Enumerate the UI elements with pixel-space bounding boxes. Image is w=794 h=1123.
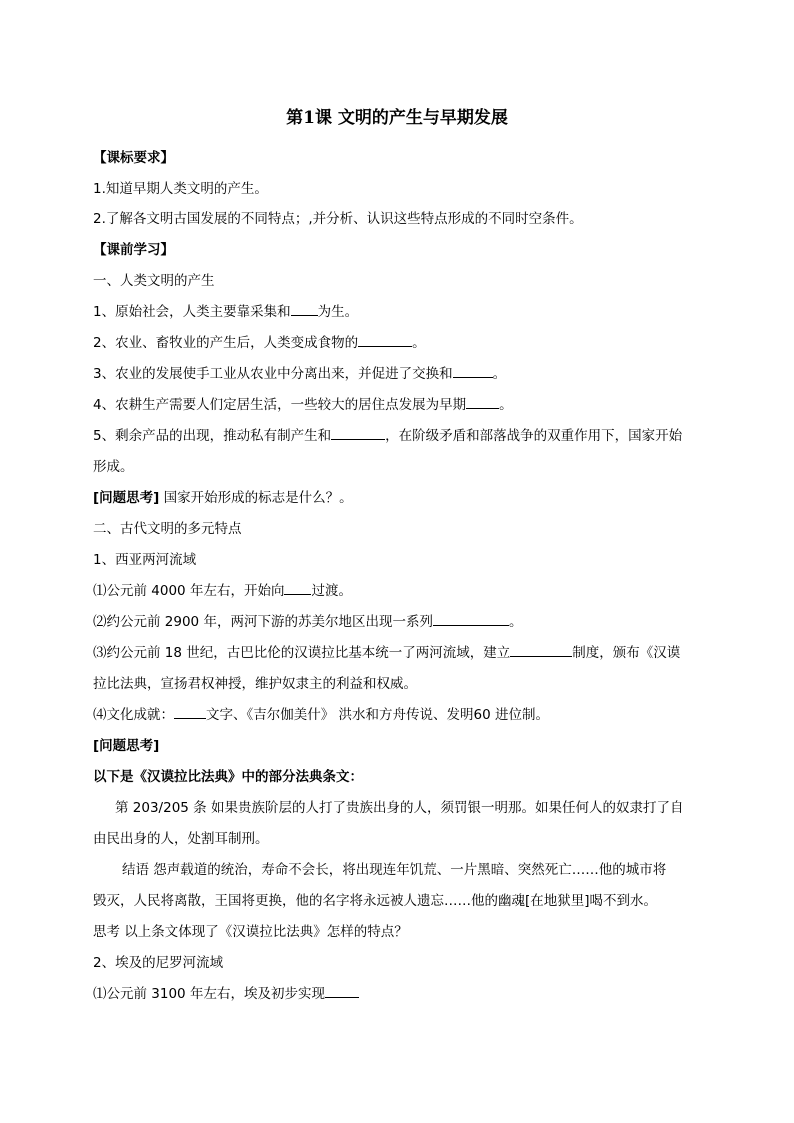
- fill-blank[interactable]: [358, 332, 412, 347]
- question-1: [93, 486, 353, 506]
- question-2-label: [问题思考]: [93, 738, 160, 754]
- fill-blank[interactable]: [510, 642, 572, 657]
- fill-blank[interactable]: [466, 394, 499, 409]
- sub1-item-3-cont: 拉比法典，宣扬君权神授，维护奴隶主的利益和权威。: [93, 676, 417, 692]
- sub2-heading: 2、埃及的尼罗河流域: [93, 955, 224, 971]
- part1-item-4: [93, 393, 513, 413]
- law-article-line-1: 第 203/205 条 如果贵族阶层的人打了贵族出身的人，须罚银一明那。如果任何人的奴隶打了自: [115, 800, 684, 816]
- part1-item-5-cont: 形成。: [93, 459, 134, 475]
- fill-blank[interactable]: [284, 580, 311, 595]
- question-label: [问题思考]: [93, 490, 160, 506]
- item-text: 3、农业的发展使手工业从农业中分离出来，并促进了交换和: [93, 366, 453, 382]
- item-text: 2、农业、畜牧业的产生后，人类变成食物的: [93, 335, 359, 351]
- question-text: 国家开始形成的标志是什么？。: [159, 490, 353, 506]
- item-text: ⑴公元前 3100 年左右，埃及初步实现: [93, 986, 325, 1002]
- kebiao-heading: 【课标要求】: [93, 150, 174, 166]
- sub1-heading: 1、西亚两河流域: [93, 552, 197, 568]
- item-text: 4、农耕生产需要人们定居生活，一些较大的居住点发展为早期: [93, 397, 467, 413]
- law-conclusion-line-2: 毁灭，人民将离散，王国将更换，他的名字将永远被人遗忘……他的幽魂[在地狱里]喝不到水。: [93, 893, 658, 909]
- fill-blank[interactable]: [174, 704, 206, 719]
- item-text: 文字、《吉尔伽美什》 洪水和方舟传说、发明60 进位制。: [206, 707, 550, 723]
- fill-blank[interactable]: [331, 425, 385, 440]
- sub1-item-1: [93, 579, 352, 599]
- fill-blank[interactable]: [433, 611, 509, 626]
- item-text: 。: [499, 397, 513, 413]
- item-text: ，在阶级矛盾和部落战争的双重作用下，国家开始: [385, 428, 683, 444]
- part1-item-5: [93, 424, 682, 444]
- sub1-item-2: [93, 610, 522, 630]
- kegian-heading: 【课前学习】: [93, 242, 174, 258]
- part1-item-2: [93, 331, 426, 351]
- fill-blank[interactable]: [453, 363, 493, 378]
- item-text: 1、原始社会，人类主要靠采集和: [93, 304, 291, 320]
- sub1-item-3: [93, 641, 680, 661]
- item-text: ⑷文化成就：: [93, 707, 174, 723]
- item-text: 。: [492, 366, 507, 382]
- item-text: 5、剩余产品的出现，推动私有制产生和: [93, 428, 332, 444]
- item-text: 为生。: [317, 304, 359, 320]
- part2-heading: 二、古代文明的多元特点: [93, 521, 242, 537]
- item-text: ⑵约公元前 2900 年，两河下游的苏美尔地区出现一系列: [93, 614, 433, 630]
- fill-blank[interactable]: [291, 301, 318, 316]
- law-article-line-2: 由民出身的人，处割耳制刑。: [93, 831, 269, 847]
- item-text: 制度，颁布《汉谟: [572, 645, 681, 661]
- item-text: ⑴公元前 4000 年左右，开始向: [93, 583, 285, 599]
- sub1-item-4: [93, 703, 549, 723]
- part1-item-1: [93, 300, 358, 320]
- kebiao-item-2: 2.了解各文明古国发展的不同特点；,并分析、认识这些特点形成的不同时空条件。: [93, 211, 583, 227]
- item-text: 。: [412, 335, 426, 351]
- law-intro: 以下是《汉谟拉比法典》中的部分法典条文：: [93, 769, 363, 785]
- fill-blank[interactable]: [325, 983, 359, 998]
- part1-item-3: [93, 362, 506, 382]
- kebiao-item-1: 1.知道早期人类文明的产生。: [93, 181, 268, 197]
- sub2-item-1: [93, 982, 359, 1002]
- part1-heading: 一、人类文明的产生: [93, 273, 215, 289]
- item-text: 过渡。: [311, 583, 352, 599]
- item-text: ⑶约公元前 18 世纪，古巴比伦的汉谟拉比基本统一了两河流域，建立: [93, 645, 511, 661]
- page-title: 第1课 文明的产生与早期发展: [286, 108, 508, 128]
- think-question: 思考 以上条文体现了《汉谟拉比法典》怎样的特点？: [93, 924, 408, 940]
- law-conclusion-line-1: 结语 怨声载道的统治，寿命不会长，将出现连年饥荒、一片黑暗、突然死亡……他的城市将: [122, 862, 667, 878]
- item-text: 。: [508, 614, 523, 630]
